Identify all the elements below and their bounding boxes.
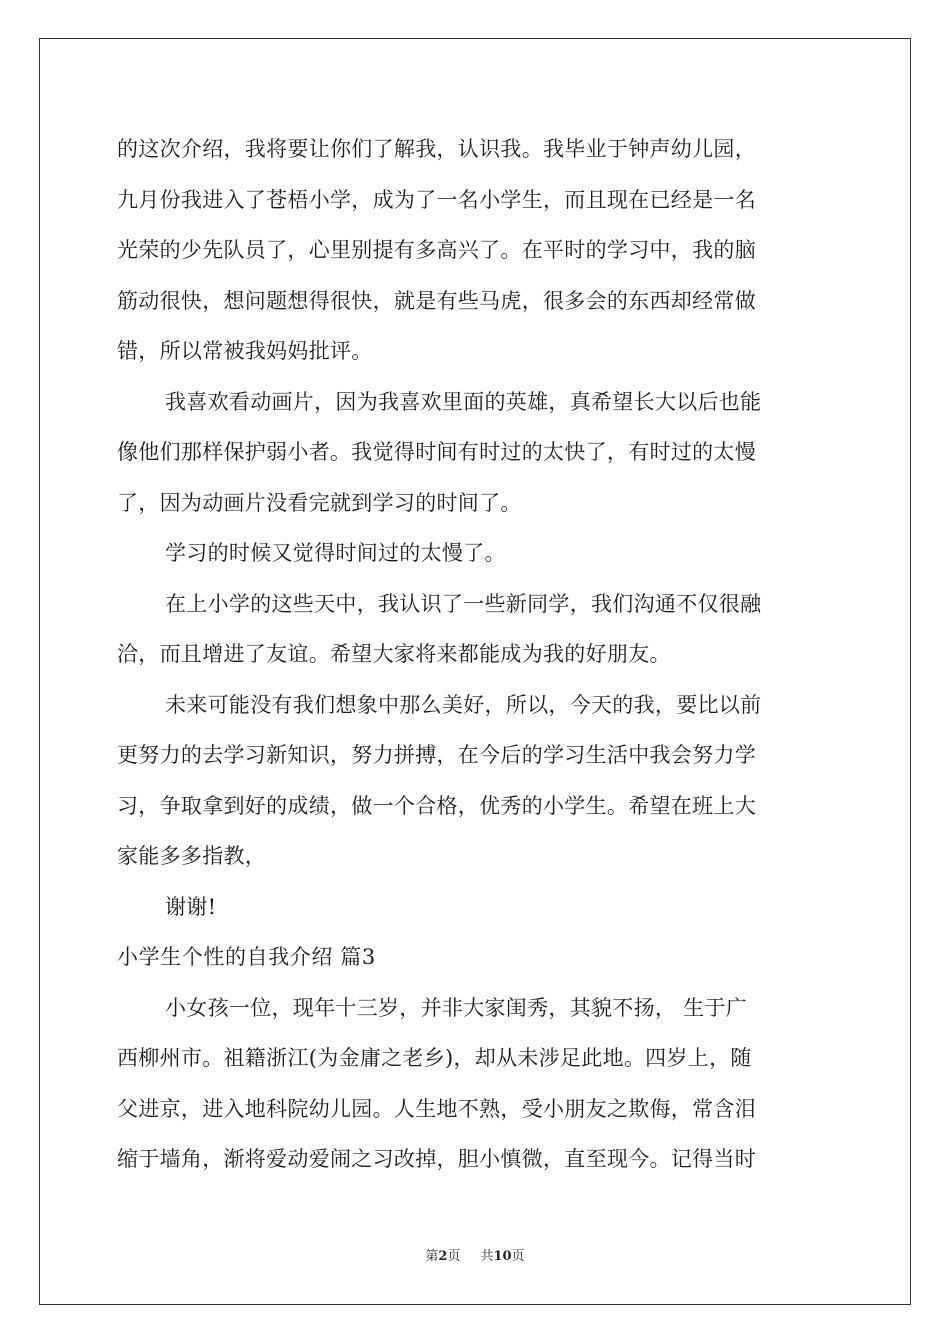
text-line: 我喜欢看动画片，因为我喜欢里面的英雄，真希望长大以后也能	[165, 389, 762, 414]
document-body	[117, 124, 833, 1185]
section-heading: 小学生个性的自我介绍 篇3	[117, 945, 376, 969]
page-number: 2	[438, 1249, 448, 1264]
text-line: 父进京，进入地科院幼儿园。人生地不熟，受小朋友之欺侮，常含泪	[117, 1096, 756, 1121]
text-line: 在上小学的这些天中，我认识了一些新同学，我们沟通不仅很融	[165, 591, 762, 616]
text-line: 谢谢!	[165, 894, 217, 919]
total-prefix: 共	[480, 1249, 494, 1264]
page-footer	[0, 1247, 950, 1267]
text-line: 小女孩一位，现年十三岁，并非大家闺秀，其貌不扬， 生于广	[165, 995, 748, 1020]
text-line: 更努力的去学习新知识，努力拼搏，在今后的学习生活中我会努力学	[117, 743, 756, 767]
text-line: 习，争取拿到好的成绩，做一个合格，优秀的小学生。希望在班上大	[117, 793, 756, 818]
text-line: 西柳州市。祖籍浙江(为金庸之老乡)，却从未涉足此地。四岁上，随	[117, 1046, 752, 1070]
text-line: 家能多多指教，	[117, 844, 267, 868]
page-indicator	[425, 1249, 460, 1264]
text-line: 洽，而且增进了友谊。希望大家将来都能成为我的好朋友。	[117, 642, 671, 666]
text-line: 未来可能没有我们想象中那么美好，所以，今天的我，要比以前	[165, 692, 762, 717]
text-line: 了，因为动画片没看完就到学习的时间了。	[117, 490, 522, 515]
page-prefix: 第	[425, 1249, 439, 1264]
total-pages: 10	[493, 1249, 512, 1264]
text-line: 学习的时候又觉得时间过的太慢了。	[165, 541, 506, 565]
total-indicator	[480, 1249, 524, 1264]
text-line: 筋动很快，想问题想得很快，就是有些马虎，很多会的东西却经常做	[117, 288, 756, 313]
text-line: 缩于墙角，渐将爱动爱闹之习改掉，胆小慎微，直至现今。记得当时	[117, 1147, 756, 1171]
total-suffix: 页	[511, 1249, 525, 1264]
text-line: 像他们那样保护弱小者。我觉得时间有时过的太快了，有时过的太慢	[117, 440, 756, 464]
text-line: 的这次介绍，我将要让你们了解我，认识我。我毕业于钟声幼儿园，	[117, 137, 756, 161]
text-line: 错，所以常被我妈妈批评。	[117, 339, 373, 363]
text-line: 光荣的少先队员了，心里别提有多高兴了。在平时的学习中，我的脑	[117, 238, 756, 262]
text-line: 九月份我进入了苍梧小学，成为了一名小学生，而且现在已经是一名	[117, 187, 756, 212]
page-suffix: 页	[447, 1249, 461, 1264]
